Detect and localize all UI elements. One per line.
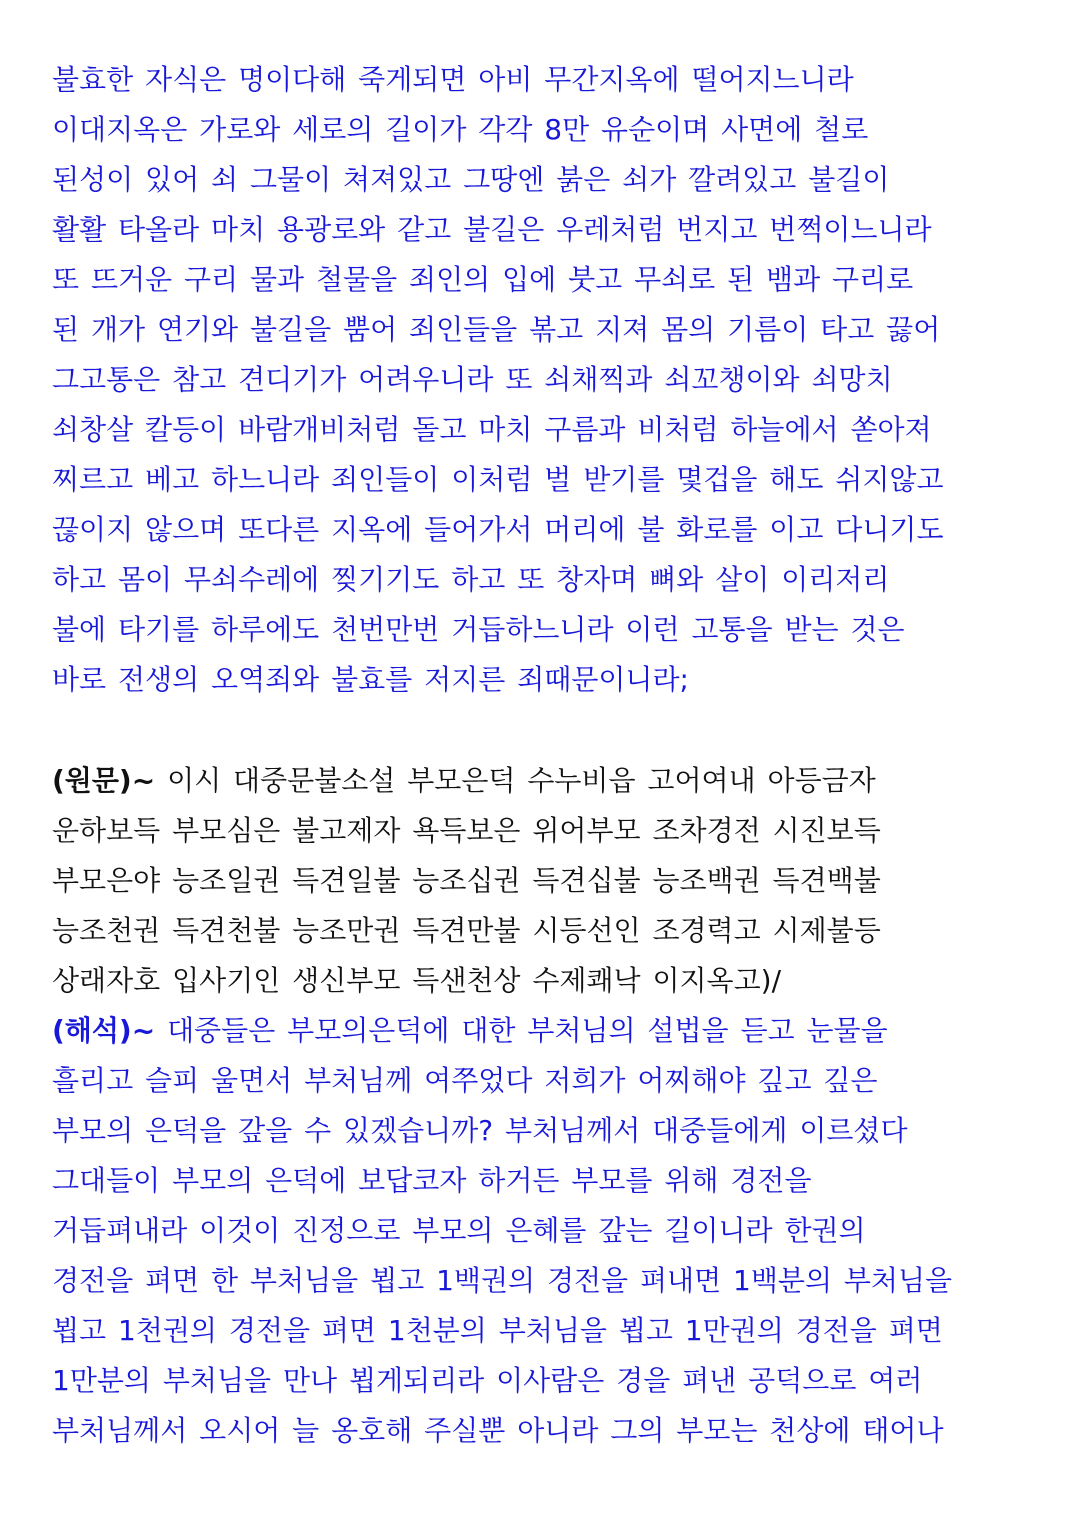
text-line: 활활 타올라 마치 용광로와 같고 불길은 우레처럼 번지고 번쩍이느니라 <box>52 213 932 246</box>
text-line: 뵙고 1천권의 경전을 펴면 1천분의 부처님을 뵙고 1만권의 경전을 펴면 <box>52 1314 943 1347</box>
interpretation-label: (해석)~ <box>52 1014 156 1047</box>
text-line: 운하보득 부모심은 불고제자 욕득보은 위어부모 조차경전 시진보득 <box>52 814 881 847</box>
text-line: 1만분의 부처님을 만나 뵙게되리라 이사람은 경을 펴낸 공덕으로 여러 <box>52 1364 923 1397</box>
text-line: 하고 몸이 무쇠수레에 찢기기도 하고 또 창자며 뼈와 살이 이리저리 <box>52 563 890 596</box>
text-line: 부모은야 능조일권 득견일불 능조십권 득견십불 능조백권 득견백불 <box>52 864 881 897</box>
text-line: 불효한 자식은 명이다해 죽게되면 아비 무간지옥에 떨어지느니라 <box>52 63 854 96</box>
text-line: 찌르고 베고 하느니라 죄인들이 이처럼 벌 받기를 몇겁을 해도 쉬지않고 <box>52 463 944 496</box>
paragraph-spacer <box>52 705 1062 756</box>
text-line: 이대지옥은 가로와 세로의 길이가 각각 8만 유순이며 사면에 철로 <box>52 113 869 146</box>
text-line: 불에 타기를 하루에도 천번만번 거듭하느니라 이런 고통을 받는 것은 <box>52 613 905 646</box>
text-line: 끊이지 않으며 또다른 지옥에 들어가서 머리에 불 화로를 이고 다니기도 <box>52 513 944 546</box>
text-line: 그고통은 참고 견디기가 어려우니라 또 쇠채찍과 쇠꼬챙이와 쇠망치 <box>52 363 893 396</box>
text-line: 부모의 은덕을 갚을 수 있겠습니까? 부처님께서 대중들에게 이르셨다 <box>52 1114 908 1147</box>
section-original-text <box>52 756 1062 1006</box>
text-line: 또 뜨거운 구리 물과 철물을 죄인의 입에 붓고 무쇠로 된 뱀과 구리로 <box>52 263 914 296</box>
interpretation-first-line <box>52 1006 1062 1056</box>
text-line: 거듭펴내라 이것이 진정으로 부모의 은혜를 갚는 길이니라 한권의 <box>52 1214 866 1247</box>
text-line: 된 개가 연기와 불길을 뿜어 죄인들을 볶고 지져 몸의 기름이 타고 끓어 <box>52 313 941 346</box>
text-line: 바로 전생의 오역죄와 불효를 저지른 죄때문이니라; <box>52 663 689 696</box>
original-first-line-text: 이시 대중문불소설 부모은덕 수누비읍 고어여내 아등금자 <box>167 764 876 797</box>
text-line: 부처님께서 오시어 늘 옹호해 주실뿐 아니라 그의 부모는 천상에 태어나 <box>52 1414 944 1447</box>
section-interpretation <box>52 1006 1062 1456</box>
interpretation-first-line-text: 대중들은 부모의은덕에 대한 부처님의 설법을 듣고 눈물을 <box>167 1014 888 1047</box>
text-line: 경전을 펴면 한 부처님을 뵙고 1백권의 경전을 펴내면 1백분의 부처님을 <box>52 1264 953 1297</box>
original-label: (원문)~ <box>52 764 156 797</box>
original-first-line <box>52 756 1062 806</box>
text-line: 상래자호 입사기인 생신부모 득샌천상 수제쾌낙 이지옥고)/ <box>52 964 782 997</box>
document-page <box>52 55 1062 1456</box>
text-line: 흘리고 슬피 울면서 부처님께 여쭈었다 저희가 어찌해야 깊고 깊은 <box>52 1064 878 1097</box>
section-hell-description <box>52 55 1062 705</box>
text-line: 그대들이 부모의 은덕에 보답코자 하거든 부모를 위해 경전을 <box>52 1164 812 1197</box>
text-line: 쇠창살 칼등이 바람개비처럼 돌고 마치 구름과 비처럼 하늘에서 쏟아져 <box>52 413 932 446</box>
text-line: 능조천권 득견천불 능조만권 득견만불 시등선인 조경력고 시제불등 <box>52 914 881 947</box>
text-line: 된성이 있어 쇠 그물이 쳐져있고 그땅엔 붉은 쇠가 깔려있고 불길이 <box>52 163 890 196</box>
